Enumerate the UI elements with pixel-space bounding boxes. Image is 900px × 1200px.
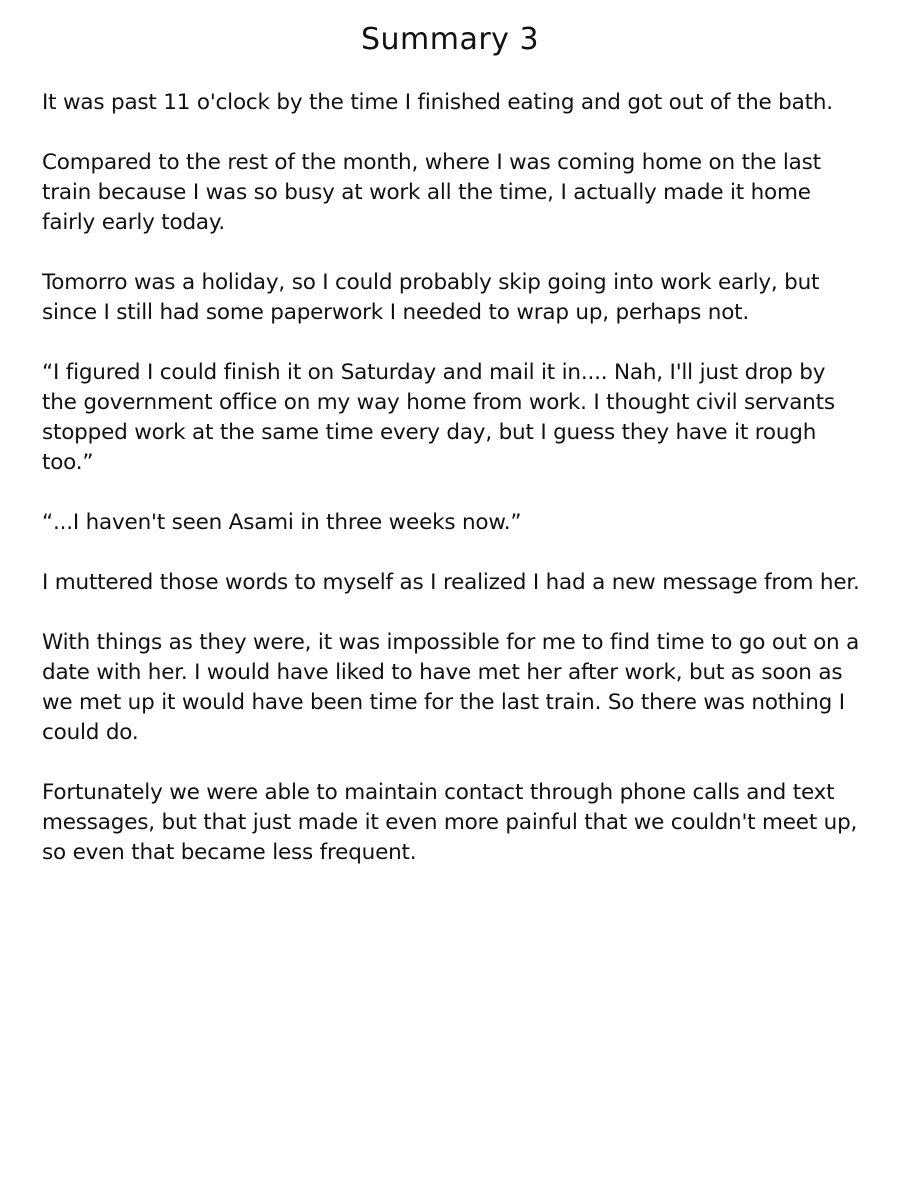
paragraph-2: Compared to the rest of the month, where I was coming home on the last train because I was so busy at work all the time, I actually made it home fairly early today. (42, 150, 821, 235)
summary-body (42, 88, 862, 898)
paragraph-7: With things as they were, it was impossible for me to find time to go out on a date with her. I would have liked to have met her after work, but as soon as we met up it would have been time for the last train. So there was nothing I could do. (42, 630, 860, 745)
paragraph-6: I muttered those words to myself as I realized I had a new message from her. (42, 570, 860, 595)
paragraph-1: It was past 11 o'clock by the time I finished eating and got out of the bath. (42, 90, 833, 115)
paragraph-4: “I figured I could finish it on Saturday and mail it in.... Nah, I'll just drop by the government office on my way home from work. I thought civil servants stopped work at the same time every day, but I guess they have it rough too.” (42, 360, 835, 475)
paragraph-3: Tomorro was a holiday, so I could probably skip going into work early, but since I still had some paperwork I needed to wrap up, perhaps not. (42, 270, 820, 325)
page-title: Summary 3 (360, 22, 540, 57)
paragraph-8: Fortunately we were able to maintain contact through phone calls and text messages, but that just made it even more painful that we couldn't meet up, so even that became less frequent. (42, 780, 858, 865)
paragraph-5: “...I haven't seen Asami in three weeks now.” (42, 510, 522, 535)
